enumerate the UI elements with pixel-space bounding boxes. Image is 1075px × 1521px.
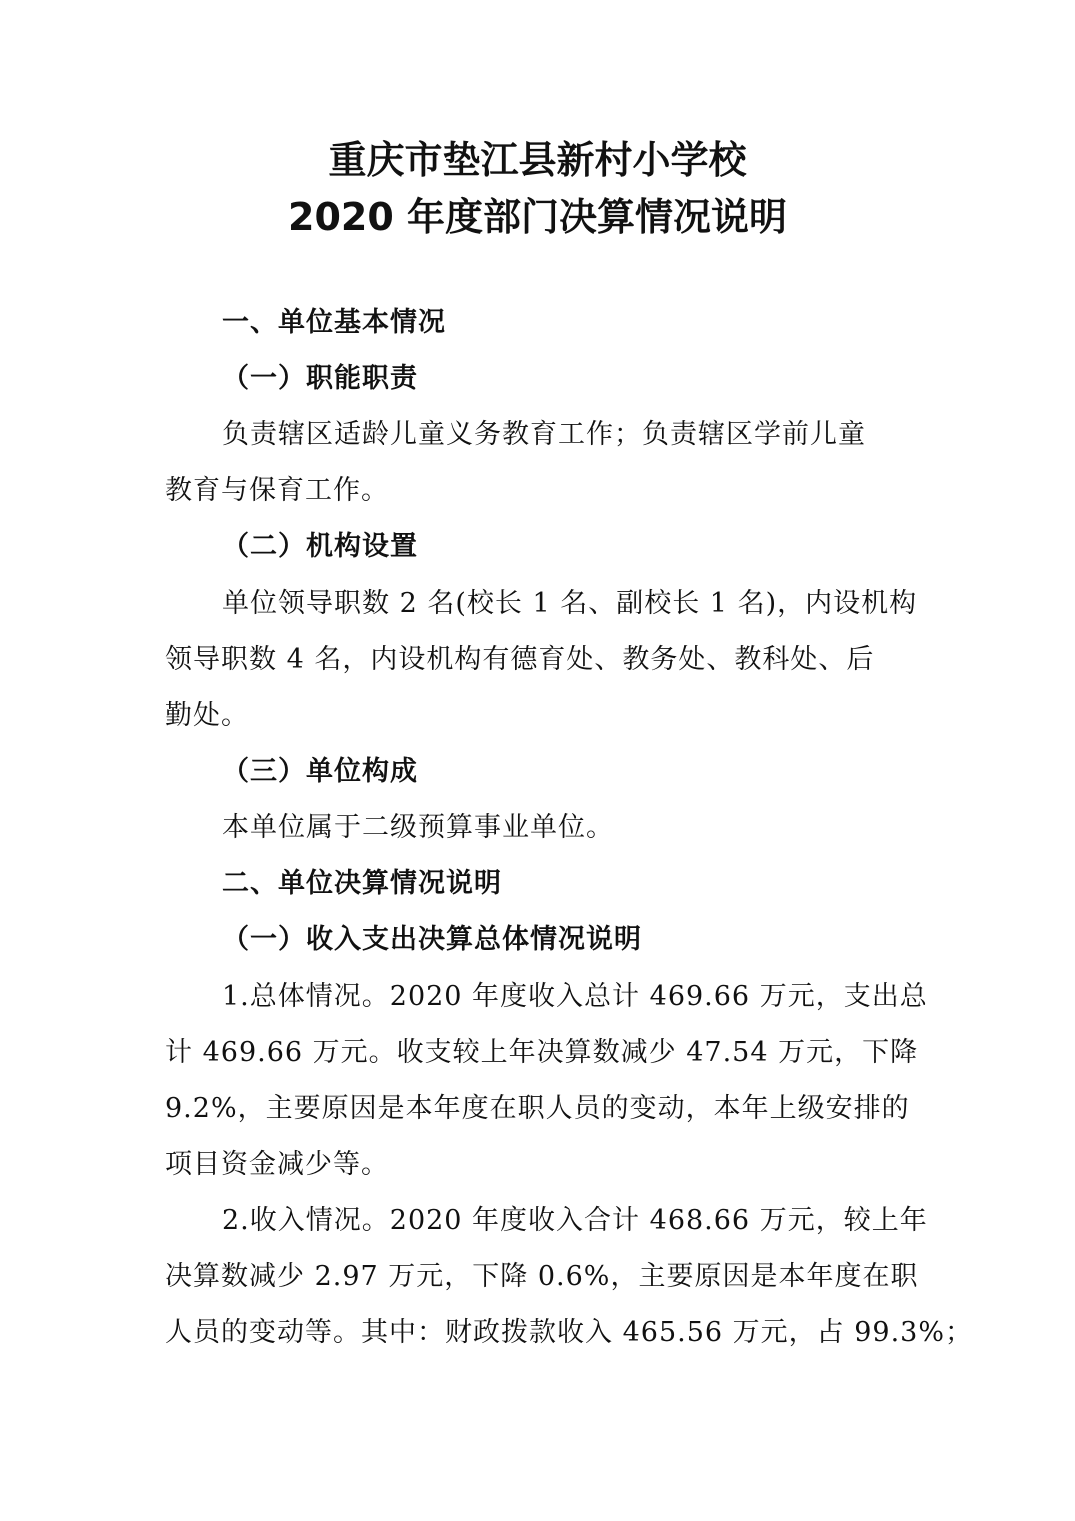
paragraph-line: 负责辖区适龄儿童义务教育工作；负责辖区学前儿童 bbox=[222, 419, 866, 450]
paragraph-line: 决算数减少 2.97 万元，下降 0.6%，主要原因是本年度在职 bbox=[165, 1261, 919, 1292]
document-title-line1: 重庆市垫江县新村小学校 bbox=[328, 138, 747, 182]
paragraph-line: 1.总体情况。2020 年度收入总计 469.66 万元，支出总 bbox=[222, 981, 928, 1012]
paragraph-line: 9.2%，主要原因是本年度在职人员的变动，本年上级安排的 bbox=[165, 1093, 910, 1124]
paragraph-line: 项目资金减少等。 bbox=[165, 1149, 389, 1180]
paragraph-line: 2.收入情况。2020 年度收入合计 468.66 万元，较上年 bbox=[222, 1205, 928, 1236]
paragraph-line: 计 469.66 万元。收支较上年决算数减少 47.54 万元，下降 bbox=[165, 1037, 919, 1068]
section-heading-final-accounts: 二、单位决算情况说明 bbox=[222, 868, 502, 899]
paragraph-line: 勤处。 bbox=[165, 700, 249, 731]
subsection-heading-duties: （一）职能职责 bbox=[222, 363, 418, 394]
paragraph-line: 领导职数 4 名，内设机构有德育处、教务处、教科处、后 bbox=[165, 644, 875, 675]
paragraph-line: 教育与保育工作。 bbox=[165, 475, 389, 506]
subsection-heading-income-expense: （一）收入支出决算总体情况说明 bbox=[222, 924, 642, 955]
paragraph-line: 人员的变动等。其中：财政拨款收入 465.56 万元，占 99.3%； bbox=[165, 1317, 973, 1348]
section-heading-basic-info: 一、单位基本情况 bbox=[222, 307, 446, 338]
subsection-heading-organization: （二）机构设置 bbox=[222, 531, 418, 562]
document-title-line2: 2020 年度部门决算情况说明 bbox=[288, 195, 787, 239]
subsection-heading-composition: （三）单位构成 bbox=[222, 756, 418, 787]
paragraph-line: 本单位属于二级预算事业单位。 bbox=[222, 812, 614, 843]
paragraph-line: 单位领导职数 2 名(校长 1 名、副校长 1 名)，内设机构 bbox=[222, 588, 918, 619]
